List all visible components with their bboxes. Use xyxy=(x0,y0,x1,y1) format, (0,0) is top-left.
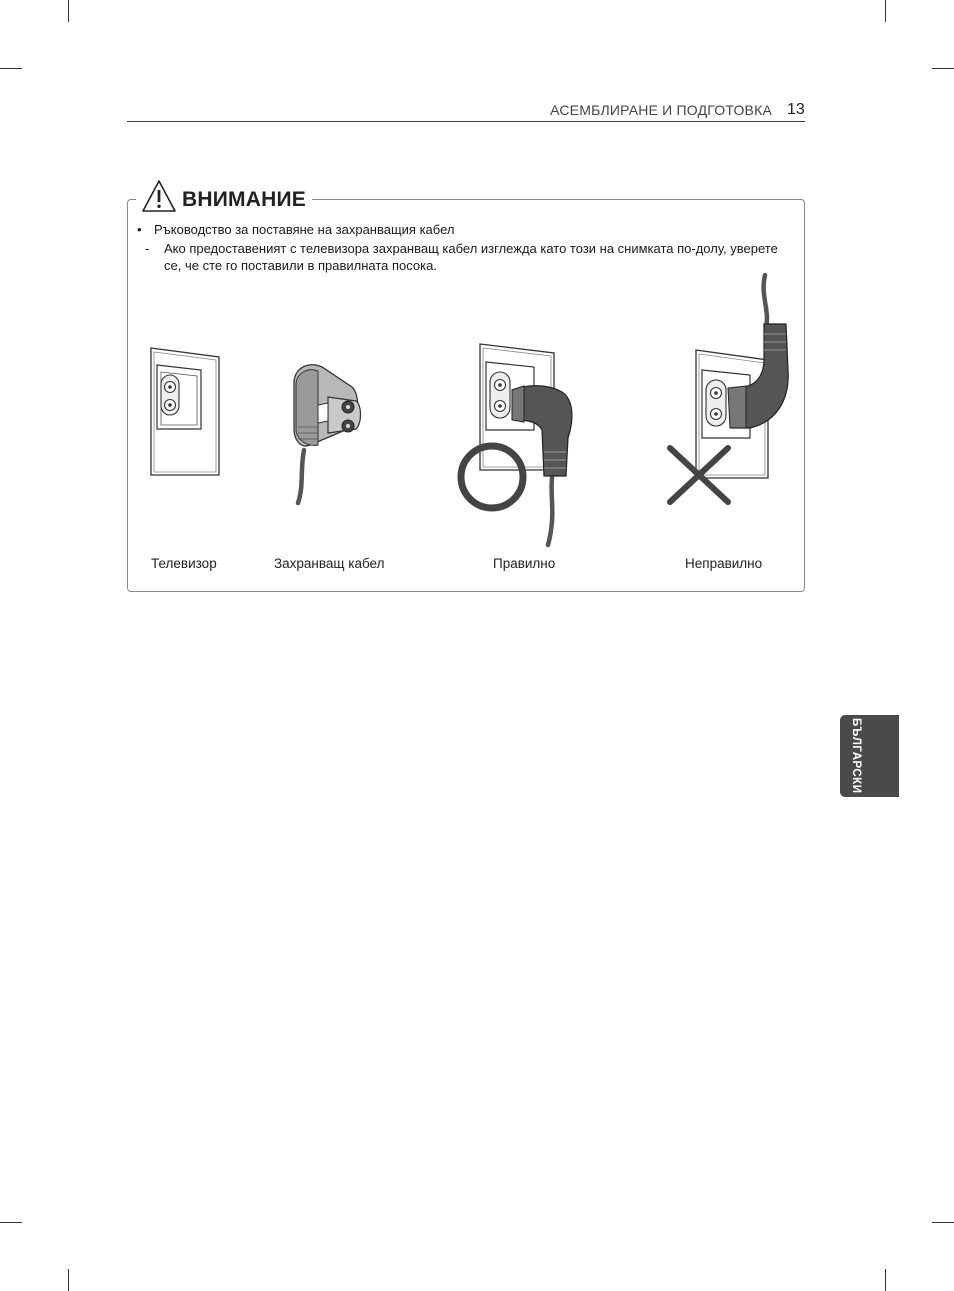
caption-power-cable: Захранващ кабел xyxy=(274,556,385,571)
cross-incorrect-icon xyxy=(665,445,735,505)
crop-mark xyxy=(885,0,886,22)
power-cable-illustration xyxy=(282,355,372,510)
tv-socket-illustration xyxy=(145,345,225,480)
caption-incorrect: Неправилно xyxy=(685,556,763,571)
circle-correct-icon xyxy=(455,442,530,514)
section-title: АСЕМБЛИРАНЕ И ПОДГОТОВКА xyxy=(550,102,772,118)
sub-bullet-text: Ако предоставеният с телевизора захранващ кабел изглежда като този на снимката по-долу, уверете се, че сте го поставили в правилната посока. xyxy=(164,241,778,273)
page-number: 13 xyxy=(787,101,805,118)
sub-bullet-mark: - xyxy=(145,241,150,256)
crop-mark xyxy=(0,68,22,69)
caption-correct: Правилно xyxy=(493,556,556,571)
crop-mark xyxy=(68,1269,69,1291)
bullet-mark: • xyxy=(137,222,142,237)
caution-heading xyxy=(136,175,312,219)
crop-mark xyxy=(932,68,954,69)
crop-mark xyxy=(885,1269,886,1291)
crop-mark xyxy=(0,1222,22,1223)
bullet-text: Ръководство за поставяне на захранващия кабел xyxy=(154,222,455,237)
caption-tv: Телевизор xyxy=(151,556,217,571)
crop-mark xyxy=(932,1222,954,1223)
header-rule xyxy=(127,121,805,122)
crop-mark xyxy=(68,0,69,22)
caution-title: ВНИМАНИЕ xyxy=(182,188,306,211)
language-side-tab xyxy=(840,715,899,797)
language-tab-label: БЪЛГАРСКИ xyxy=(850,718,862,794)
warning-triangle-icon xyxy=(140,178,178,216)
